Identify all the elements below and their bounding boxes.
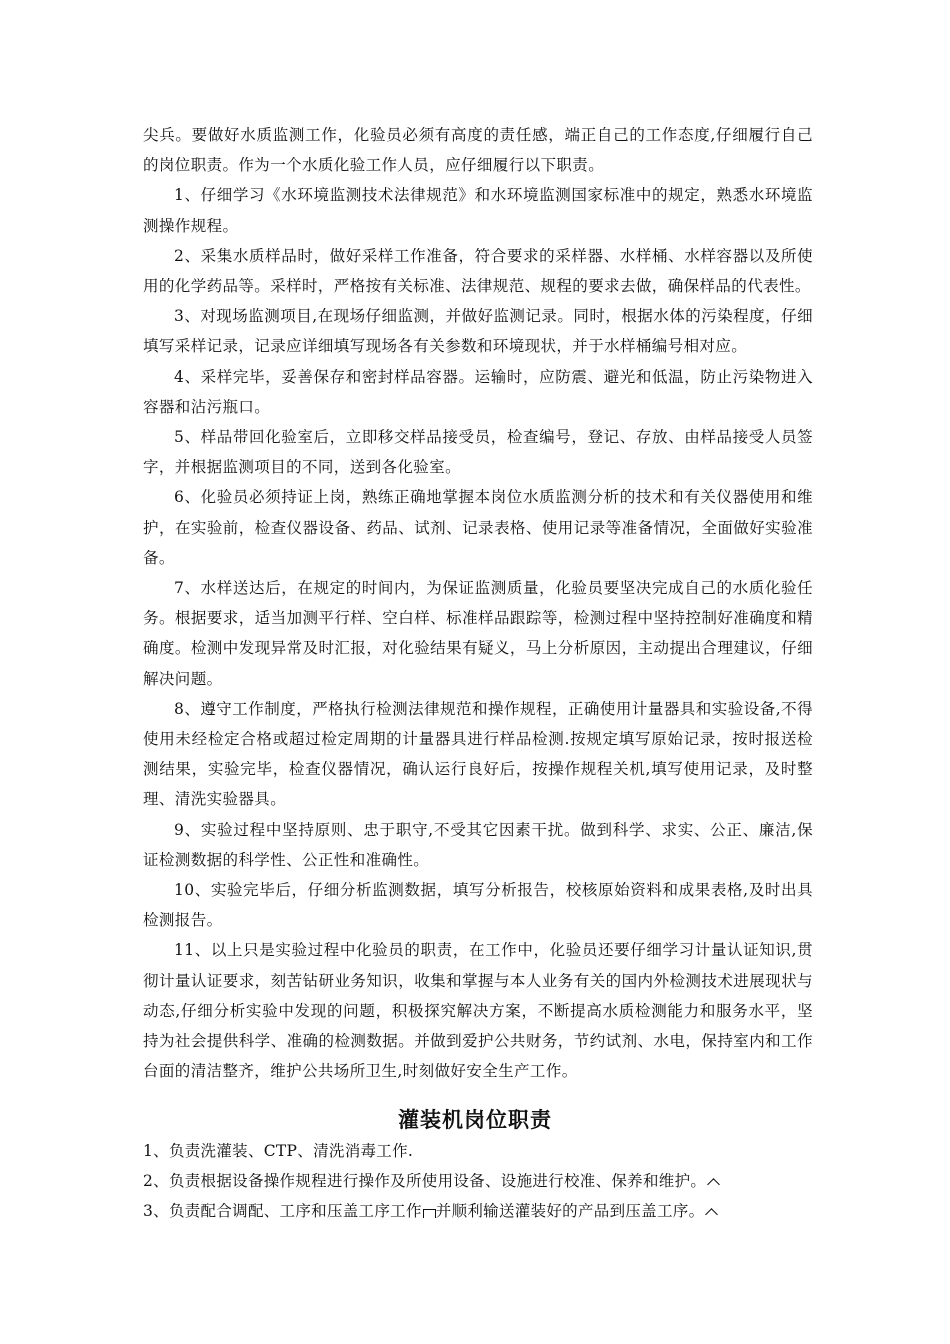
caret-mark-icon bbox=[706, 1176, 722, 1188]
bracket-mark-icon bbox=[422, 1206, 436, 1218]
paragraph-duty-3: 3、对现场监测项目,在现场仔细监测，并做好监测记录。同时，根据水体的污染程度，仔细填写采样记录，记录应详细填写现场各有关参数和环境现状，并于水样桶编号相对应。 bbox=[143, 307, 813, 356]
paragraph-continuation: 尖兵。要做好水质监测工作，化验员必须有高度的责任感，端正自己的工作态度,仔细履行自己的岗位职责。作为一个水质化验工作人员，应仔细履行以下职责。 bbox=[143, 126, 813, 175]
paragraph-duty-6: 6、化验员必须持证上岗，熟练正确地掌握本岗位水质监测分析的技术和有关仪器使用和维护，在实验前，检查仪器设备、药品、试剂、记录表格、使用记录等准备情况，全面做好实验准备。 bbox=[143, 488, 813, 567]
duty-text: 3、负责配合调配、工序和压盖工序工作 bbox=[143, 1202, 422, 1221]
duty-line-3 bbox=[143, 1196, 813, 1226]
paragraph-duty-8: 8、遵守工作制度，严格执行检测法律规范和操作规程，正确使用计量器具和实验设备,不得使用未经检定合格或超过检定周期的计量器具进行样品检测.按规定填写原始记录，按时报送检测结果，实验完毕，检查仪器情况，确认运行良好后，按操作规程关机,填写使用记录，及时整理、清洗实验器具。 bbox=[143, 699, 813, 809]
duty-text-continued: 并顺利输送灌装好的产品到压盖工序。 bbox=[435, 1202, 705, 1221]
filling-machine-duties bbox=[143, 1136, 813, 1227]
paragraph-duty-1: 1、仔细学习《水环境监测技术法律规范》和水环境监测国家标准中的规定，熟悉水环境监测操作规程。 bbox=[143, 186, 813, 235]
document-body bbox=[143, 120, 813, 1087]
paragraph-duty-11: 11、以上只是实验过程中化验员的职责，在工作中，化验员还要仔细学习计量认证知识,贯彻计量认证要求，刻苦钻研业务知识，收集和掌握与本人业务有关的国内外检测技术进展现状与动态,仔细分析实验中发现的问题，积极探究解决方案，不断提高水质检测能力和服务水平，坚持为社会提供科学、准确的检测数据。并做到爱护公共财务，节约试剂、水电，保持室内和工作台面的清洁整齐，维护公共场所卫生,时刻做好安全生产工作。 bbox=[143, 941, 813, 1081]
duty-text: 1、负责洗灌装、CTP、清洗消毒工作. bbox=[143, 1142, 414, 1160]
paragraph-duty-10: 10、实验完毕后，仔细分析监测数据，填写分析报告，校核原始资料和成果表格,及时出具检测报告。 bbox=[143, 881, 813, 930]
paragraph-duty-7: 7、水样送达后，在规定的时间内，为保证监测质量，化验员要坚决完成自己的水质化验任务。根据要求，适当加测平行样、空白样、标准样品跟踪等，检测过程中坚持控制好准确度和精确度。检测中发现异常及时汇报，对化验结果有疑义，马上分析原因，主动提出合理建议，仔细解决问题。 bbox=[143, 579, 813, 688]
section-heading: 灌装机岗位职责 bbox=[398, 1108, 552, 1132]
caret-mark-icon bbox=[704, 1206, 720, 1218]
paragraph-duty-4: 4、采样完毕，妥善保存和密封样品容器。运输时，应防震、避光和低温，防止污染物进入容器和沾污瓶口。 bbox=[143, 367, 813, 416]
paragraph-duty-9: 9、实验过程中坚持原则、忠于职守,不受其它因素干扰。做到科学、求实、公正、廉洁,保证检测数据的科学性、公正性和准确性。 bbox=[143, 820, 813, 869]
duty-line-2 bbox=[143, 1166, 813, 1196]
paragraph-duty-2: 2、采集水质样品时，做好采样工作准备，符合要求的采样器、水样桶、水样容器以及所使用的化学药品等。采样时，严格按有关标准、法律规范、规程的要求去做，确保样品的代表性。 bbox=[143, 246, 813, 296]
paragraph-duty-5: 5、样品带回化验室后，立即移交样品接受员，检查编号，登记、存放、由样品接受人员签字，并根据监测项目的不同，送到各化验室。 bbox=[143, 428, 813, 477]
duty-line-1 bbox=[143, 1136, 813, 1166]
duty-text: 2、负责根据设备操作规程进行操作及所使用设备、设施进行校准、保养和维护。 bbox=[143, 1172, 707, 1191]
